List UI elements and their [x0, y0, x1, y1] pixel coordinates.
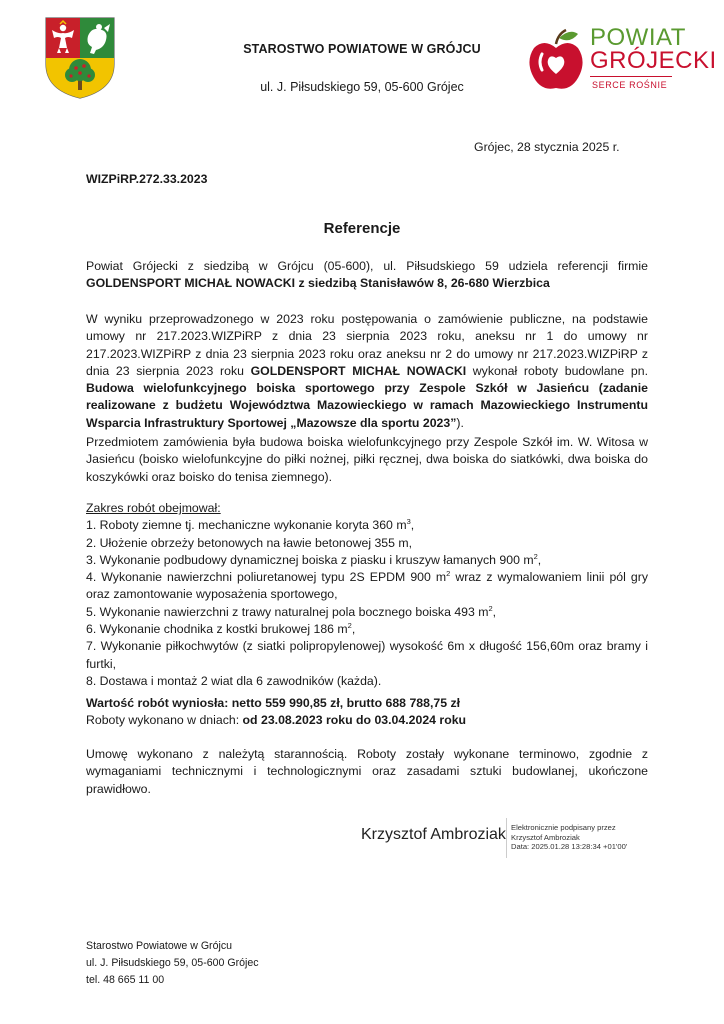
- scope-heading: Zakres robót obejmował:: [86, 501, 221, 515]
- contract-paragraph: [86, 311, 648, 432]
- list-item: 1. Roboty ziemne tj. mechaniczne wykonanie koryta 360 $m^3$,: [86, 517, 415, 533]
- office-name: STAROSTWO POWIATOWE W GRÓJCU: [243, 42, 481, 56]
- footer-address: ul. J. Piłsudskiego 59, 05-600 Grójec: [86, 957, 259, 969]
- document-title: Referencje: [323, 220, 401, 237]
- work-dates: [86, 712, 648, 729]
- logo-text-grojecki: GRÓJECKI: [590, 47, 717, 74]
- work-dates-label: Roboty wykonano w dniach:: [86, 713, 243, 727]
- apple-logo-icon: [528, 28, 584, 94]
- list-item: 3. Wykonanie podbudowy dynamicznej boiska z piasku i kruszyw łamanych 900 $m^2$,: [86, 551, 542, 567]
- signature-name: Krzysztof Ambroziak: [361, 826, 506, 843]
- footer-office: Starostwo Powiatowe w Grójcu: [86, 940, 233, 952]
- project-name: Budowa wielofunkcyjnego boiska sportowego przy Zespole Szkół w Jasieńcu (zadanie realizowane z budżetu Województwa Mazowieckiego w ramach Mazowieckiego Instrumentu Wsparcia Infrastruktury Sportowej „Mazowsze dla sportu 2023”: [86, 381, 648, 430]
- contract-value: Wartość robót wyniosła: netto 559 990,85 zł, brutto 688 788,75 zł: [86, 696, 461, 710]
- list-item: 7. Wykonanie piłkochwytów (z siatki polipropylenowej) wysokość 6m x długość 156,60m oraz bramy i furtki,: [86, 639, 648, 671]
- signature-meta-line: Elektronicznie podpisany przez: [511, 823, 616, 832]
- document-date: Grójec, 28 stycznia 2025 r.: [474, 140, 620, 154]
- signature-divider: [506, 818, 507, 858]
- list-item: 2. Ułożenie obrzeży betonowych na ławie betonowej 355 m,: [86, 535, 413, 550]
- subject-paragraph: Przedmiotem zamówienia była budowa boiska wielofunkcyjnego przy Zespole Szkół im. W. Witosa w Jasieńcu (boisko wielofunkcyjne do piłki nożnej, piłki ręcznej, dwa boiska do siatkówki, dwa boiska do koszykówki oraz boisko do tenisa ziemnego).: [86, 435, 648, 484]
- contract-text: W wyniku przeprowadzonego w 2023 roku postępowania o zamówienie publiczne, na podstawie umowy nr 217.2023.WIZPiRP z dnia 23 sierpnia 2023 roku, aneksu nr 1 do umowy nr 217.2023.WIZPiRP z dnia 23 sierpnia 2023 roku oraz aneksu nr 2 do umowy nr 217.2023.WIZPiRP z dnia 23 sierpnia 2023 roku: [86, 312, 648, 378]
- work-dates-range: od 23.08.2023 roku do 03.04.2024 roku: [242, 713, 467, 727]
- list-item: 8. Dostawa i montaż 2 wiat dla 6 zawodników (każda).: [86, 673, 382, 688]
- closing-paragraph: Umowę wykonano z należytą starannością. Roboty zostały wykonane terminowo, zgodnie z wymaganiami technicznymi i technologicznymi oraz zasadami sztuki budowlanej, ukończone prawidłowo.: [86, 747, 648, 796]
- signature-metadata: [511, 823, 627, 852]
- signature-timestamp: Data: 2025.01.28 13:28:34 +01'00': [511, 842, 628, 852]
- footer: [86, 938, 259, 989]
- logo-divider: [590, 76, 672, 77]
- list-item: 6. Wykonanie chodnika z kostki brukowej 186 $m^2$,: [86, 620, 356, 637]
- contract-text-2: wykonał roboty budowlane pn.: [466, 363, 648, 378]
- list-item: 4. Wykonanie nawierzchni poliuretanowej typu 2S EPDM 900 $m^2$ wraz z wymalowaniem linii pól gry oraz zamontowanie wyposażenia sportowego,: [86, 569, 648, 602]
- intro-text: Powiat Grójecki z siedzibą w Grójcu (05-600), ul. Piłsudskiego 59 udziela referencji firmie: [86, 259, 648, 273]
- scope-list: [86, 500, 648, 690]
- signature-meta-line: Krzysztof Ambroziak: [511, 832, 580, 842]
- footer-phone: tel. 48 665 11 00: [86, 974, 165, 986]
- reference-number: WIZPiRP.272.33.2023: [86, 172, 208, 186]
- contractor-name: GOLDENSPORT MICHAŁ NOWACKI z siedzibą Stanisławów 8, 26-680 Wierzbica: [86, 276, 550, 291]
- list-item: 5. Wykonanie nawierzchni z trawy naturalnej pola bocznego boiska 493 $m^2$,: [86, 603, 497, 619]
- logo-text-powiat: POWIAT: [590, 24, 686, 51]
- intro-paragraph: [86, 258, 648, 293]
- logo-tagline: SERCE ROŚNIE: [592, 80, 668, 90]
- contractor-name-bold: GOLDENSPORT MICHAŁ NOWACKI: [250, 363, 467, 378]
- contract-text-3: ).: [456, 415, 464, 430]
- office-address: ul. J. Piłsudskiego 59, 05-600 Grójec: [260, 80, 464, 94]
